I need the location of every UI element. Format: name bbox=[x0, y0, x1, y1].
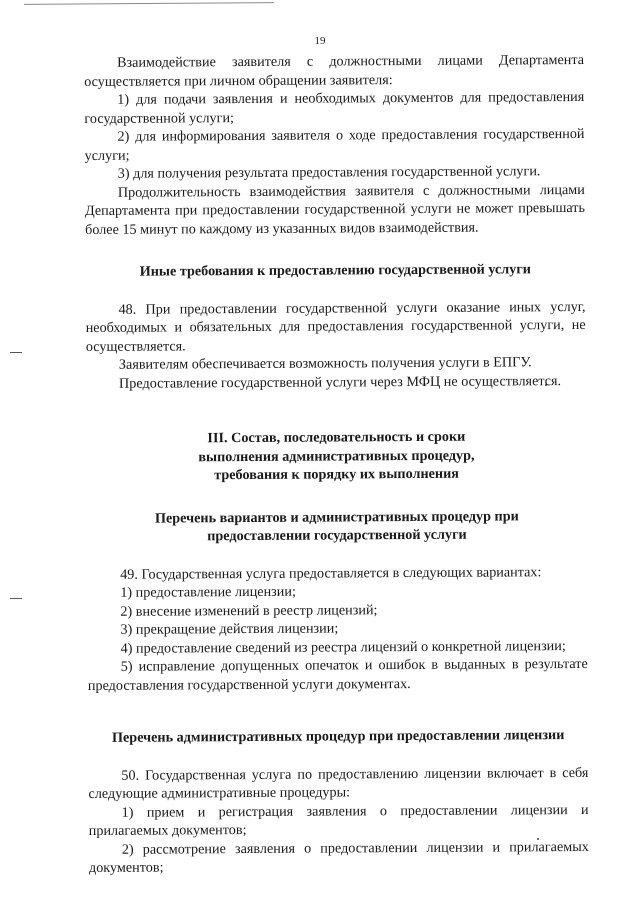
paragraph: Заявителям обеспечивается возможность получения услуги в ЕПГУ. bbox=[118, 354, 532, 373]
list-item: 3) для получения результата предоставления государственной услуги. bbox=[117, 163, 541, 182]
paragraph: Взаимодействие заявителя с должностными лицами Департамента bbox=[117, 51, 585, 71]
section-heading-line: Перечень вариантов и административных процедур при bbox=[154, 507, 519, 527]
list-item: 1) для подачи заявления и необходимых документов для предоставления государственной услуги; bbox=[84, 88, 585, 127]
section-heading-license: Перечень административных процедур при предоставлении лицензии bbox=[111, 727, 565, 746]
list-item: 2) рассмотрение заявления о предоставлении лицензии и прилагаемых документов; bbox=[88, 838, 589, 876]
scan-edge-line bbox=[24, 2, 274, 5]
list-item: 1) предоставление лицензии; bbox=[120, 583, 296, 601]
page-number: 19 bbox=[314, 35, 326, 47]
chapter-heading-line: III. Состав, последовательность и сроки bbox=[207, 428, 466, 447]
list-item: 4) предоставление сведений из реестра лицензий о конкретной лицензии; bbox=[120, 637, 566, 657]
paragraph: 50. Государственная услуга по предоставлению лицензии включает в себя следующие административные процедуры: bbox=[88, 764, 589, 802]
chapter-heading-line: требования к порядку их выполнения bbox=[214, 465, 459, 484]
section-heading-line: предоставлении государственной услуги bbox=[207, 526, 467, 545]
section-heading-variants bbox=[87, 506, 587, 546]
chapter-heading bbox=[86, 427, 586, 486]
paragraph: 48. При предоставлении государственной услуги оказание иных услуг, необходимых и обязательных для предоставления государственной услуги, не осуществляется. bbox=[85, 298, 586, 355]
list-item: 2) внесение изменений в реестр лицензий; bbox=[120, 601, 378, 620]
list-item: 5) исправление допущенных опечаток и ошибок в выданных в результате предоставления государственной услуги документах. bbox=[87, 655, 588, 694]
scan-margin-mark bbox=[10, 352, 22, 353]
document-body bbox=[84, 51, 589, 878]
paragraph: Продолжительность взаимодействия заявителя с должностными лицами Департамента при предоставлении государственной услуги не может превышать более 15 минут по каждому из указанных видов взаимодействия. bbox=[84, 181, 585, 238]
scan-margin-mark bbox=[10, 598, 22, 599]
list-item: 3) прекращение действия лицензии; bbox=[120, 620, 339, 638]
paragraph: 49. Государственная услуга предоставляется в следующих вариантах: bbox=[120, 563, 542, 583]
list-item: 2) для информирования заявителя о ходе предоставления государственной услуги; bbox=[84, 125, 585, 164]
list-item: 1) прием и регистрация заявления о предоставлении лицензии и прилагаемых документов; bbox=[88, 801, 589, 839]
paragraph: осуществляется при личном обращении заявителя: bbox=[84, 71, 393, 90]
chapter-heading-line: выполнения административных процедур, bbox=[198, 447, 475, 465]
paragraph: Предоставление государственной услуги через МФЦ не осуществляется. bbox=[118, 372, 562, 392]
section-heading-other-requirements: Иные требования к предоставлению государственной услуги bbox=[139, 261, 532, 280]
